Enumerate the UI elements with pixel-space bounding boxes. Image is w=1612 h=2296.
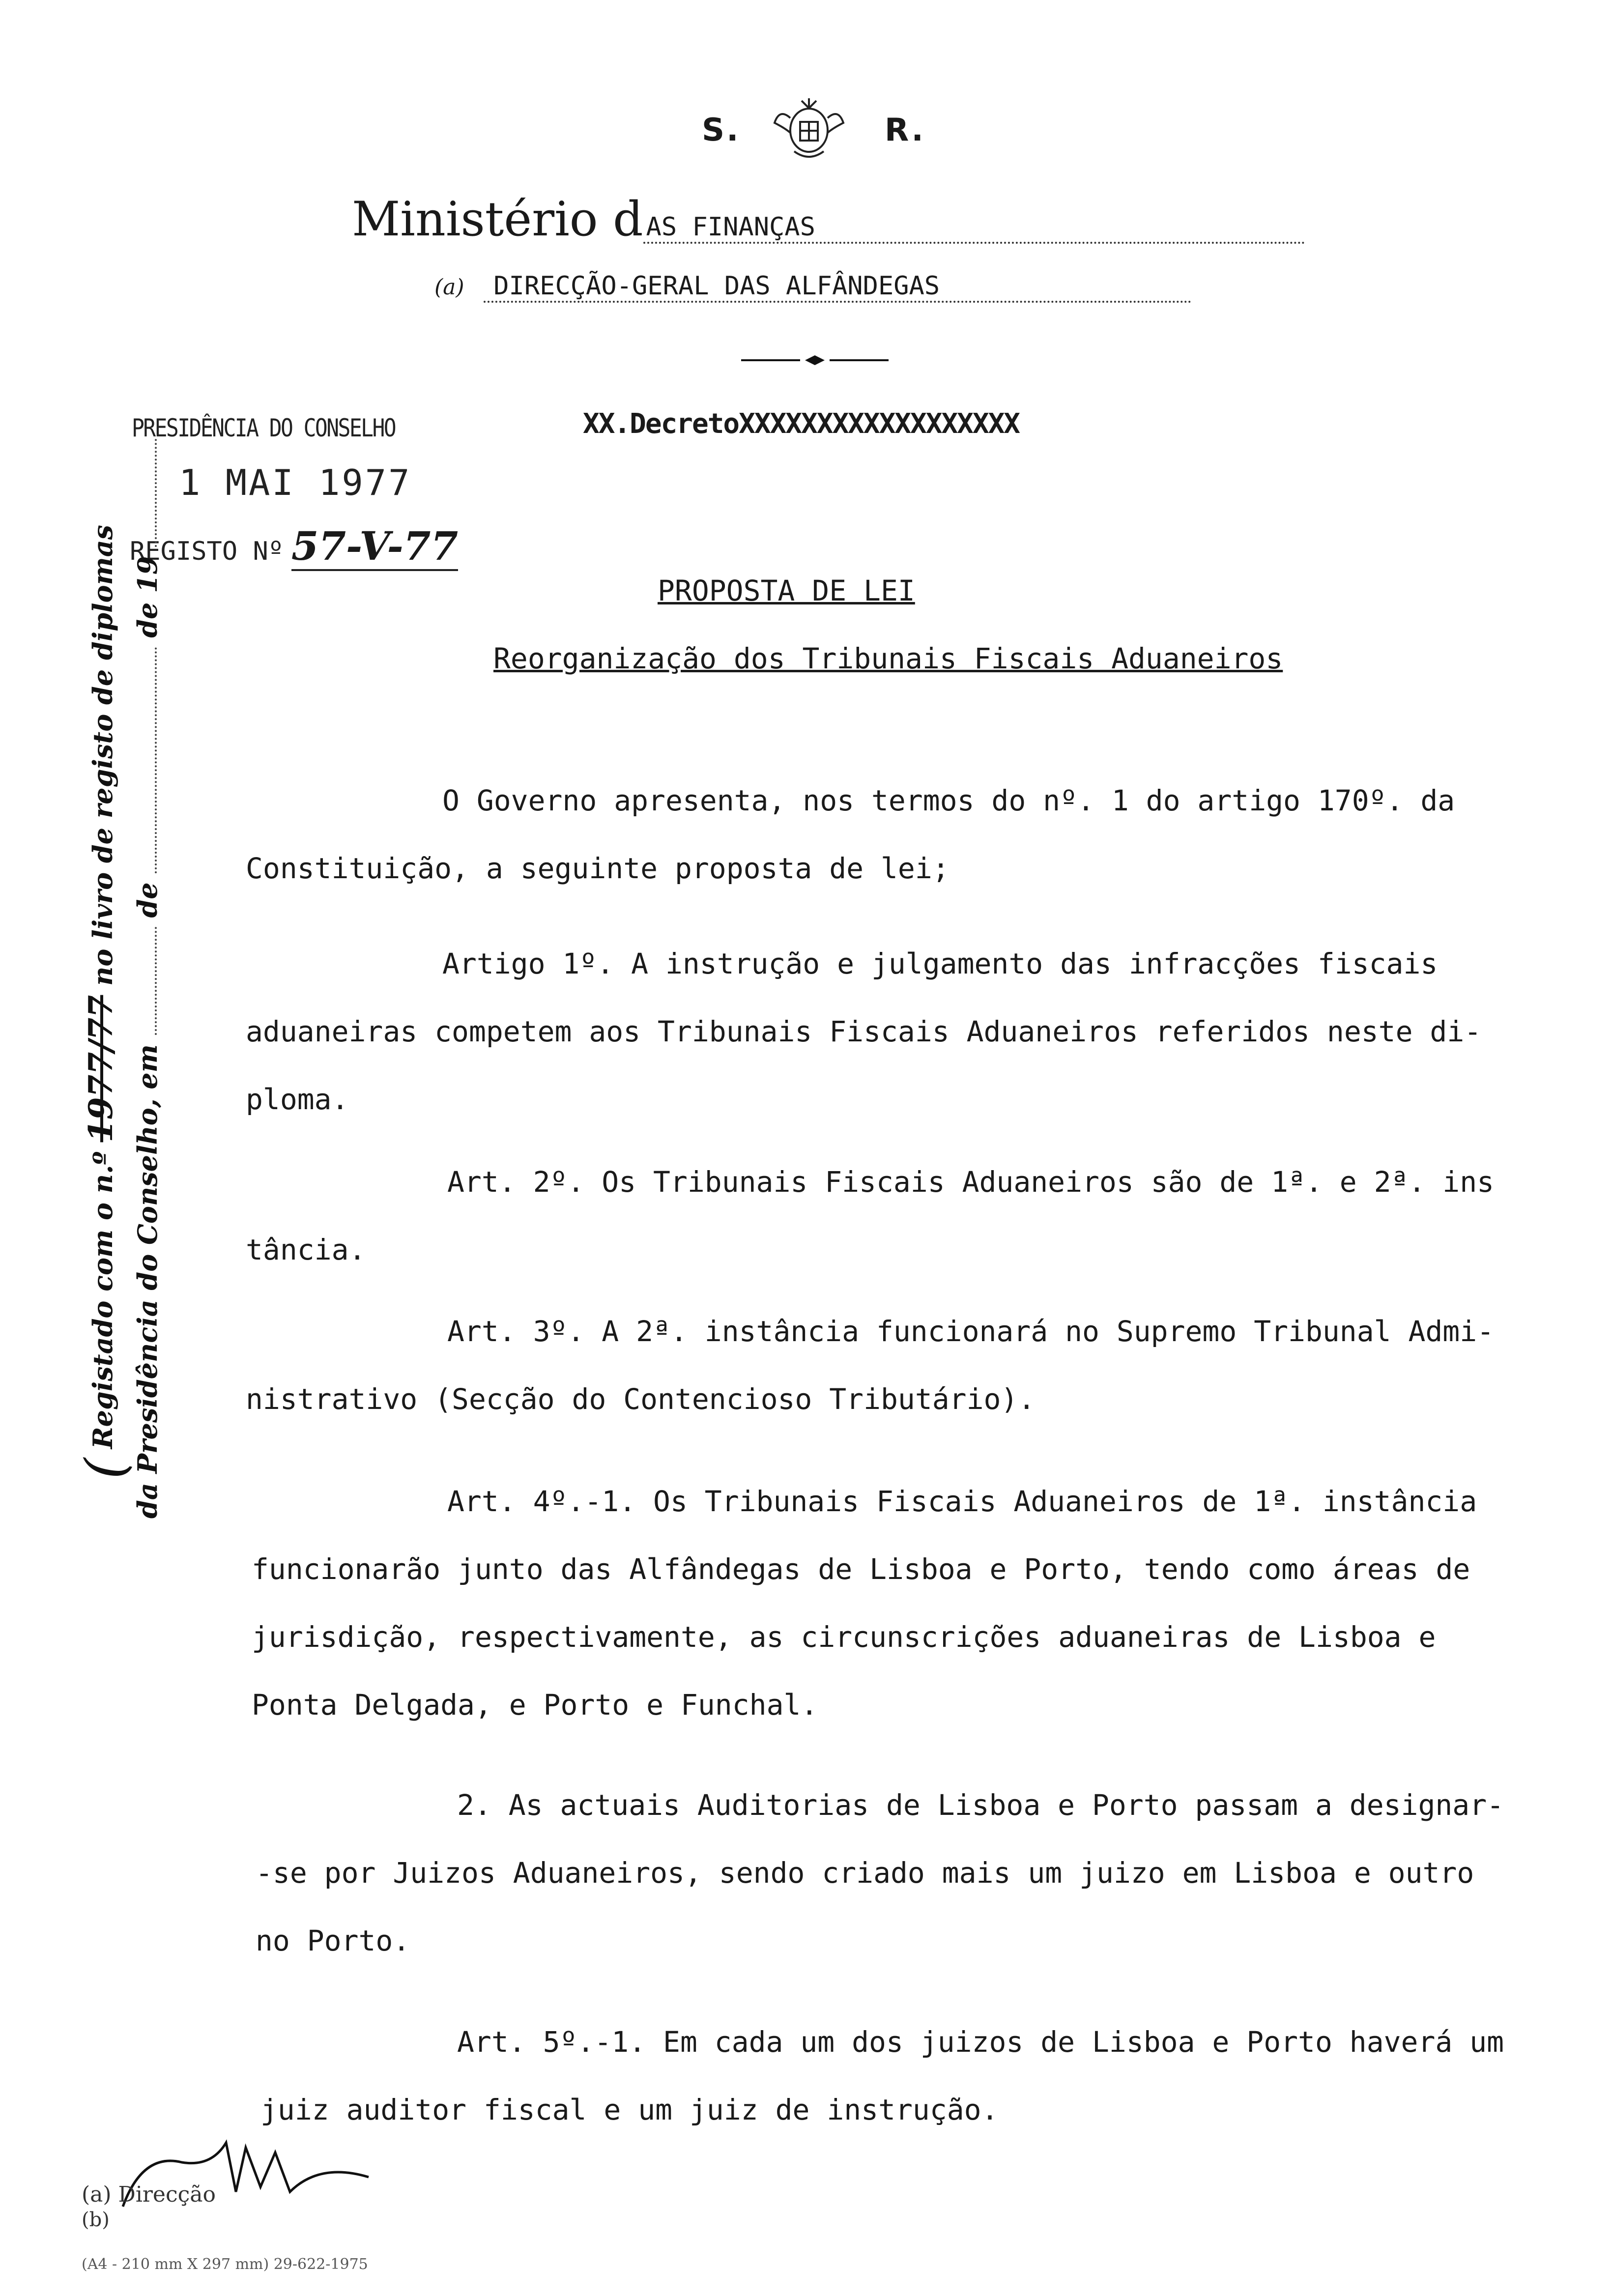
- art4-line-3: jurisdição, respectivamente, as circunscrições aduaneiras de Lisboa e: [252, 1620, 1436, 1654]
- intro-paragraph: [246, 767, 1455, 902]
- art1-line-3: ploma.: [246, 1083, 349, 1116]
- article-1: [246, 930, 1481, 1133]
- art5-line-1: Art. 5º.-1. Em cada um dos juizos de Lisboa e Porto haverá um: [457, 2025, 1504, 2059]
- art4-line-2: funcionarão junto das Alfândegas de Lisboa e Porto, tendo como áreas de: [252, 1552, 1470, 1586]
- margin-note-text1: Registado com o n.º: [87, 1151, 119, 1449]
- margin-note-line2: [132, 439, 163, 1519]
- ministry-name: AS FINANÇAS: [643, 212, 1305, 244]
- stamp-registo: [130, 523, 458, 569]
- r-letter: R.: [885, 112, 925, 148]
- art1-line-2: aduaneiras competem aos Tribunais Fiscais Aduaneiros referidos neste di-: [246, 1015, 1482, 1048]
- stamp-date: 1 MAI 1977: [179, 462, 412, 503]
- article-5: [260, 2008, 1504, 2144]
- art2-line-2: tância.: [246, 1233, 366, 1266]
- art4-2-line-3: no Porto.: [256, 1924, 410, 1957]
- margin-note-number: 1977/77: [82, 995, 120, 1143]
- article-4: [252, 1467, 1477, 1739]
- margin-note-text2: da Presidência do Conselho, em: [132, 1044, 163, 1519]
- department-line: [434, 271, 1191, 303]
- margin-note-text2c: de 19: [132, 556, 163, 638]
- decree-struck-line: XX.DecretoXXXXXXXXXXXXXXXXXX: [583, 408, 1020, 440]
- intro-line-1: O Governo apresenta, nos termos do nº. 1 do artigo 170º. da: [442, 784, 1455, 817]
- stamp-registo-value: 57-V-77: [291, 523, 459, 571]
- document-subtitle: Reorganização dos Tribunais Fiscais Aduaneiros: [493, 642, 1283, 675]
- footer-note-a: (a) Direcção: [82, 2182, 216, 2207]
- ornament-divider: [741, 353, 889, 368]
- art4-line-1: Art. 4º.-1. Os Tribunais Fiscais Aduaneiros de 1ª. instância: [447, 1485, 1477, 1518]
- article-2: [246, 1148, 1494, 1284]
- art2-line-1: Art. 2º. Os Tribunais Fiscais Aduaneiros são de 1ª. e 2ª. ins: [447, 1165, 1495, 1199]
- footer-print-info: (A4 - 210 mm X 297 mm) 29-622-1975: [82, 2256, 368, 2273]
- margin-note-line1: ( Registado com o n.º 1977/77 no livro de registo de diplomas: [74, 524, 137, 1479]
- art4-2-line-1: 2. As actuais Auditorias de Lisboa e Porto passam a designar-: [457, 1788, 1504, 1822]
- art4-2-line-2: -se por Juizos Aduaneiros, sendo criado mais um juizo em Lisboa e outro: [256, 1856, 1474, 1890]
- art3-line-1: Art. 3º. A 2ª. instância funcionará no Supremo Tribunal Admi-: [447, 1315, 1495, 1348]
- art3-line-2: nistrativo (Secção do Contencioso Tributário).: [246, 1382, 1036, 1416]
- margin-note-text1b: no livro de registo de diplomas: [87, 524, 119, 986]
- s-letter: S.: [702, 112, 741, 148]
- ministry-line: [352, 192, 1274, 247]
- coat-of-arms-emblem: [765, 88, 853, 167]
- margin-note-text2b: de: [132, 882, 163, 918]
- art5-line-2: juiz auditor fiscal e um juiz de instrução.: [260, 2093, 999, 2126]
- document-title: PROPOSTA DE LEI: [658, 574, 915, 607]
- footer-note-b: (b): [82, 2209, 110, 2231]
- intro-line-2: Constituição, a seguinte proposta de lei;: [246, 852, 950, 885]
- article-3: [246, 1297, 1494, 1433]
- art1-line-1: Artigo 1º. A instrução e julgamento das infracções fiscais: [442, 947, 1438, 980]
- note-marker-a: (a): [434, 275, 464, 300]
- article-4-item-2: [256, 1771, 1504, 1975]
- stamp-presidencia: PRESIDÊNCIA DO CONSELHO: [132, 414, 396, 442]
- art4-line-4: Ponta Delgada, e Porto e Funchal.: [252, 1688, 818, 1722]
- ministry-prefix: Ministério d: [352, 192, 643, 247]
- stamp-registo-label: REGISTO Nº: [130, 537, 284, 566]
- department-name: DIRECÇÃO-GERAL DAS ALFÂNDEGAS: [484, 271, 1191, 303]
